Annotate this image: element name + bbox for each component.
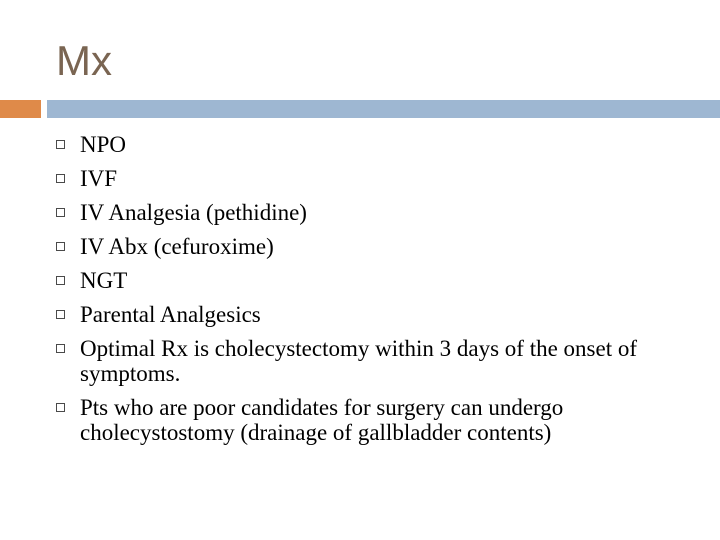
bullet-text: Pts who are poor candidates for surgery can undergo cholecystostomy (drainage of gallbladder contents) [80, 395, 564, 445]
list-item [56, 132, 686, 157]
list-item [56, 268, 686, 293]
list-item [56, 336, 686, 386]
title-accent-bar [0, 100, 41, 118]
square-bullet-icon [56, 174, 65, 183]
bullet-text: NPO [80, 132, 127, 157]
list-item [56, 302, 686, 327]
bullet-text: IV Abx (cefuroxime) [80, 234, 274, 259]
square-bullet-icon [56, 276, 65, 285]
bullet-text: NGT [80, 268, 128, 293]
square-bullet-icon [56, 344, 65, 353]
bullet-text: Parental Analgesics [80, 302, 261, 327]
slide-title: Mx [56, 37, 112, 84]
square-bullet-icon [56, 242, 65, 251]
list-item [56, 200, 686, 225]
list-item [56, 395, 686, 445]
title-divider-bar [47, 100, 720, 118]
list-item [56, 166, 686, 191]
bullet-list [56, 132, 686, 454]
square-bullet-icon [56, 310, 65, 319]
square-bullet-icon [56, 403, 65, 412]
bullet-text: Optimal Rx is cholecystectomy within 3 days of the onset of symptoms. [80, 336, 638, 386]
list-item [56, 234, 686, 259]
bullet-text: IV Analgesia (pethidine) [80, 200, 307, 225]
bullet-text: IVF [80, 166, 118, 191]
square-bullet-icon [56, 140, 65, 149]
square-bullet-icon [56, 208, 65, 217]
